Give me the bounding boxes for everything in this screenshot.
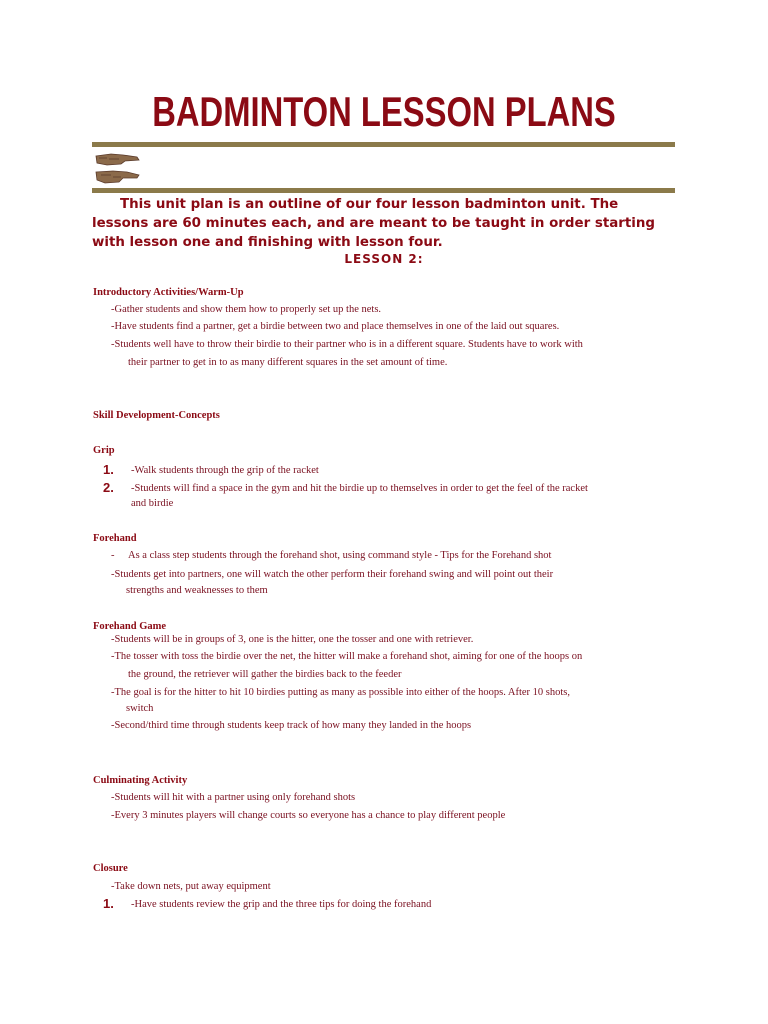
pointing-hands-icon — [93, 150, 143, 188]
list-item: -Have students review the grip and the three tips for doing the forehand — [131, 899, 432, 910]
section-heading-grip: Grip — [93, 445, 115, 456]
text-line: -The tosser with toss the birdie over the net, the hitter will make a forehand shot, aiming for one of the hoops on — [111, 651, 583, 662]
text-line: -Students will be in groups of 3, one is the hitter, one the tosser and one with retriever. — [111, 634, 474, 645]
top-divider — [92, 142, 675, 147]
list-dash: - — [111, 550, 115, 561]
section-heading-skill: Skill Development-Concepts — [93, 410, 220, 421]
text-line: -Students well have to throw their birdie to their partner who is in a different square. Students have to work with — [111, 339, 583, 350]
text-line: -Students will hit with a partner using only forehand shots — [111, 792, 356, 803]
list-number: 1. — [103, 462, 114, 477]
text-line: -Students get into partners, one will watch the other perform their forehand swing and will point out their — [111, 569, 554, 580]
text-line: switch — [126, 703, 154, 714]
section-heading-forehand-game: Forehand Game — [93, 621, 167, 632]
text-line: -Every 3 minutes players will change courts so everyone has a chance to play different people — [111, 810, 506, 821]
section-heading-culminating: Culminating Activity — [93, 775, 188, 786]
text-line: As a class step students through the forehand shot, using command style - Tips for the Forehand shot — [128, 550, 552, 561]
list-item-cont: and birdie — [131, 498, 174, 509]
text-line: -Have students find a partner, get a birdie between two and place themselves in one of the laid out squares. — [111, 321, 560, 332]
section-heading-intro: Introductory Activities/Warm-Up — [93, 287, 244, 298]
lesson-label: LESSON 2: — [344, 252, 424, 266]
text-line: -Gather students and show them how to properly set up the nets. — [111, 304, 382, 315]
section-heading-closure: Closure — [93, 863, 128, 874]
list-item: -Students will find a space in the gym and hit the birdie up to themselves in order to get the feel of the racket — [131, 483, 588, 494]
text-line: strengths and weaknesses to them — [126, 585, 268, 596]
list-number: 1. — [103, 896, 114, 911]
text-line: -Second/third time through students keep track of how many they landed in the hoops — [111, 720, 472, 731]
bottom-divider — [92, 188, 675, 193]
document-title: BADMINTON LESSON PLANS — [152, 88, 616, 135]
text-line: the ground, the retriever will gather the birdies back to the feeder — [128, 669, 402, 680]
text-line: -The goal is for the hitter to hit 10 birdies putting as many as possible into either of the hoops. After 10 shots, — [111, 687, 571, 698]
list-item: -Walk students through the grip of the racket — [131, 465, 319, 476]
list-number: 2. — [103, 480, 114, 495]
text-line: -Take down nets, put away equipment — [111, 881, 271, 892]
text-line: their partner to get in to as many different squares in the set amount of time. — [128, 357, 448, 368]
intro-paragraph: This unit plan is an outline of our four lesson badminton unit. The lessons are 60 minutes each, and are meant to be taught in order starting with lesson one and finishing with lesson four. — [92, 197, 655, 250]
section-heading-forehand: Forehand — [93, 533, 137, 544]
